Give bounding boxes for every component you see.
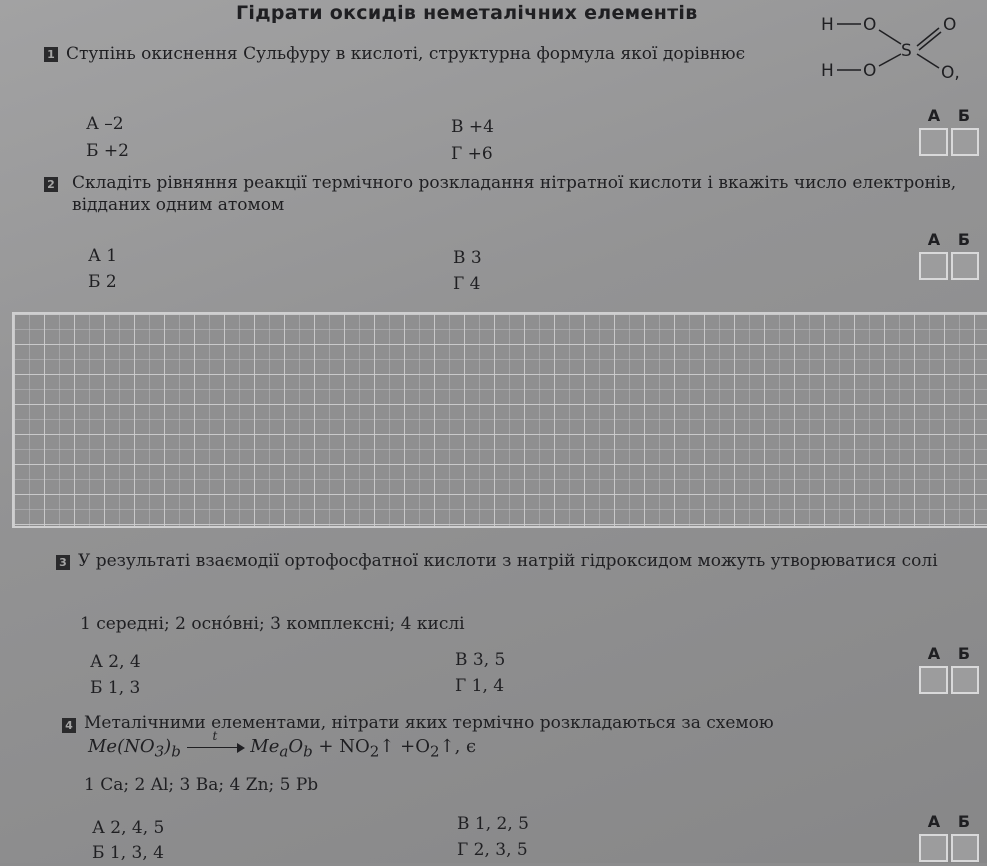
q4-option-b: Б 1, 3, 4 [92,843,164,863]
q4-answer-box [919,810,979,866]
q4-list: 1 Ca; 2 Al; 3 Ba; 4 Zn; 5 Pb [84,775,319,795]
reaction-arrow-icon: t [187,741,245,753]
question-1-number: 1 [44,47,58,62]
structural-formula [815,6,987,86]
answer-header-a: А [927,230,941,249]
q1-option-a: А –2 [86,114,124,134]
question-3-number: 3 [56,555,70,570]
answer-cell-b[interactable] [951,666,980,694]
answer-header-b: Б [957,230,971,249]
formula-o2: O [863,61,877,81]
work-grid[interactable] [12,312,987,528]
answer-cell-b[interactable] [951,128,980,156]
q2-option-v: В 3 [453,248,482,268]
q4-option-g: Г 2, 3, 5 [457,840,528,860]
answer-cell-b[interactable] [951,252,980,280]
q2-answer-box [919,228,979,284]
q1-answer-box [919,104,979,160]
question-2-number: 2 [44,177,58,192]
q3-option-g: Г 1, 4 [455,676,505,696]
q2-option-b: Б 2 [88,272,117,292]
q4-option-a: А 2, 4, 5 [92,818,165,838]
q1-option-v: В +4 [451,117,494,137]
q3-list: 1 середні; 2 осно́вні; 3 комплексні; 4 кислі [80,614,465,634]
question-4-number: 4 [62,718,76,733]
answer-cell-a[interactable] [919,252,948,280]
answer-header-a: А [927,106,941,125]
formula-o4: O, [941,63,960,83]
question-1-text: Ступінь окиснення Сульфуру в кислоті, структурна формула якої дорівнює [66,44,746,64]
formula-o3: O [943,15,957,35]
q2-option-g: Г 4 [453,274,481,294]
answer-cell-a[interactable] [919,666,948,694]
answer-header-b: Б [957,812,971,831]
answer-cell-a[interactable] [919,128,948,156]
q1-option-b: Б +2 [86,141,129,161]
q3-option-a: А 2, 4 [90,652,141,672]
q3-answer-box [919,642,979,698]
answer-header-b: Б [957,106,971,125]
q3-option-b: Б 1, 3 [90,678,141,698]
answer-header-b: Б [957,644,971,663]
q3-option-v: В 3, 5 [455,650,506,670]
answer-cell-a[interactable] [919,834,948,862]
q2-option-a: А 1 [88,246,118,266]
page-title: Гідрати оксидів неметалічних елементів [236,2,698,24]
formula-s: S [901,41,912,61]
q1-option-g: Г +6 [451,144,493,164]
formula-o1: O [863,15,877,35]
formula-h1: H [821,15,834,35]
question-4-text: Металічними елементами, нітрати яких термічно розкладаються за схемою [84,713,774,733]
answer-header-a: А [927,812,941,831]
answer-cell-b[interactable] [951,834,980,862]
formula-h2: H [821,61,834,81]
question-2-text: Складіть рівняння реакції термічного розкладання нітратної кислоти і вкажіть число електронів, відданих одним атомом [72,173,957,215]
answer-header-a: А [927,644,941,663]
question-3-text: У результаті взаємодії ортофосфатної кислоти з натрій гідроксидом можуть утворюватися солі [78,551,938,571]
q4-option-v: В 1, 2, 5 [457,814,529,834]
q4-formula: $Me(NO_3)_b$ t $Me_aO_b$ + $NO_2↑$ $+O_2↑$, є [88,729,477,761]
